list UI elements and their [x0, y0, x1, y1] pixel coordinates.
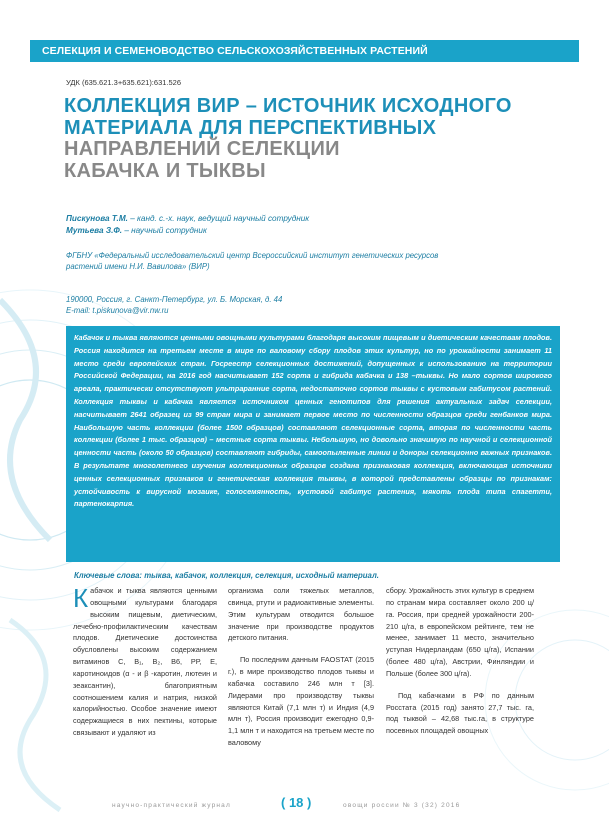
page-number: ( 18 ): [281, 795, 312, 810]
address: 190000, Россия, г. Санкт-Петербург, ул. Б. Морская, д. 44: [66, 295, 283, 304]
email-link[interactable]: E-mail: t.piskunova@vir.nw.ru: [66, 306, 169, 315]
column-1-text: абачок и тыква являются ценными овощными культурами благодаря высоким пищевым, диетическим, лечебно-профилактическим качествам плодов. Диетические достоинства обусловлены высоким содержанием витаминов С, В₁, В₂, В6, РР, Е, каротиноидов (α - и β -каротин, лютеин и зеаксантин), благоприятным соотношением калия и натрия, низкой калорийностью. Особое значение имеют содержащиеся в них пектины, которые связывают и удаляют из: [73, 586, 217, 738]
abstract: Кабачок и тыква являются ценными овощными культурами благодаря высоким пищевым и диетическим качествам плодов. Россия находится на третьем месте в мире по валовому сбору плодов этих культур, но по урожайности занимает 11 место среди европейских стран. Госреестр селекционных достижений, допущенных к использованию на территории Российской Федерации, на 2016 год насчитывает 152 сорта и гибрида кабачка и 138 –тыквы. Но мало сортов широкого ареала, практически отсутствуют ультраранние сорта, недостаточно сортов тыквы с кустовым габитусом растений. Коллекция тыквы и кабачка является источником ценных генотипов для решения актуальных задач селекции, насчитывает 2641 образец из 99 стран мира и занимает первое место по численности образцов среди генбанков мира. Наибольшую часть коллекции (более 1500 образцов) составляют селекционные сорта, вторая по численности часть коллекции (более 1 тыс. образцов) – местные сорта тыквы. Небольшую, но довольно значимую по научной и селекционной ценности часть (около 50 образцов) составляют гибриды, самоопыленные линии и доноры селекционно важных признаков. В результате многолетнего изучения коллекционных образцов создана признаковая коллекция, включающая источники ценных селекционных признаков и генетическая коллекция тыквы, в которой представлены образцы по признакам: устойчивость к вирусной мозаике, голосемянность, кустовой габитус растения, мякоть плода типа спагетти, партенокарпия.: [66, 326, 560, 562]
section-header: СЕЛЕКЦИЯ И СЕМЕНОВОДСТВО СЕЛЬСКОХОЗЯЙСТВЕННЫХ РАСТЕНИЙ: [30, 40, 579, 62]
column-3-paragraph-1: сбору. Урожайность этих культур в среднем по странам мира составляет около 200 ц/га. Россия, при средней урожайности 200-210 ц/га, в европейском рейтинге, тем не менее, занимает 11 место, значительно уступая Нидерландам (650 ц/га), Испании (более 480 ц/га), Австрии, Финляндии и Польше (более 300 ц/га).: [386, 586, 534, 678]
body-column-1: [73, 585, 217, 739]
udc-code: УДК (635.621.3+635.621):631.526: [66, 78, 182, 87]
drop-cap: К: [73, 583, 89, 613]
author-1-role: – канд. с.-х. наук, ведущий научный сотрудник: [127, 214, 310, 223]
keywords: Ключевые слова: тыква, кабачок, коллекция, селекция, исходный материал.: [74, 571, 379, 580]
author-1-name: Пискунова Т.М.: [66, 214, 128, 223]
body-column-2: [228, 585, 374, 749]
article-title: [64, 96, 534, 182]
column-3-paragraph-2: Под кабачками в РФ по данным Росстата (2015 год) занято 27,7 тыс. га, под тыквой – 42,68 тыс.га, в структуре посевных площадей овощных: [386, 690, 534, 736]
author-1: [66, 213, 309, 225]
title-line-4: КАБАЧКА И ТЫКВЫ: [64, 159, 266, 182]
organization: ФГБНУ «Федеральный исследовательский центр Всероссийский институт генетических ресурсов растений имени Н.И. Вавилова» (ВИР): [66, 251, 439, 271]
title-line-1: КОЛЛЕКЦИЯ ВИР – ИСТОЧНИК ИСХОДНОГО: [64, 95, 512, 117]
title-line-2: МАТЕРИАЛА ДЛЯ ПЕРСПЕКТИВНЫХ: [64, 116, 437, 139]
body-column-3: [386, 585, 534, 737]
contact-block: [66, 294, 466, 316]
authors: [66, 213, 309, 237]
footer-journal-type: научно-практический журнал: [112, 802, 231, 809]
author-2-role: – научный сотрудник: [122, 226, 207, 235]
title-line-3: НАПРАВЛЕНИЙ СЕЛЕКЦИИ: [64, 138, 340, 160]
footer-journal-issue: овощи россии № 3 (32) 2016: [343, 802, 461, 809]
column-2-paragraph-1: организма соли тяжелых металлов, свинца, ртути и радиоактивные элементы. Этим культурам отводится большое значение при производстве продуктов детского питания.: [228, 586, 374, 643]
author-2-name: Мутьева З.Ф.: [66, 226, 123, 235]
author-2: [66, 225, 309, 237]
column-2-paragraph-2: По последним данным FAOSTAT (2015 г.), в мире производство плодов тыквы и кабачка составило 246 млн т [3]. Лидерами про производству тыквы являются Китай (7,1 млн т) и Индия (4,9 млн т), Россия производит ежегодно 0,9-1,1 млн т и находится на третьем месте по валовому: [228, 655, 374, 748]
